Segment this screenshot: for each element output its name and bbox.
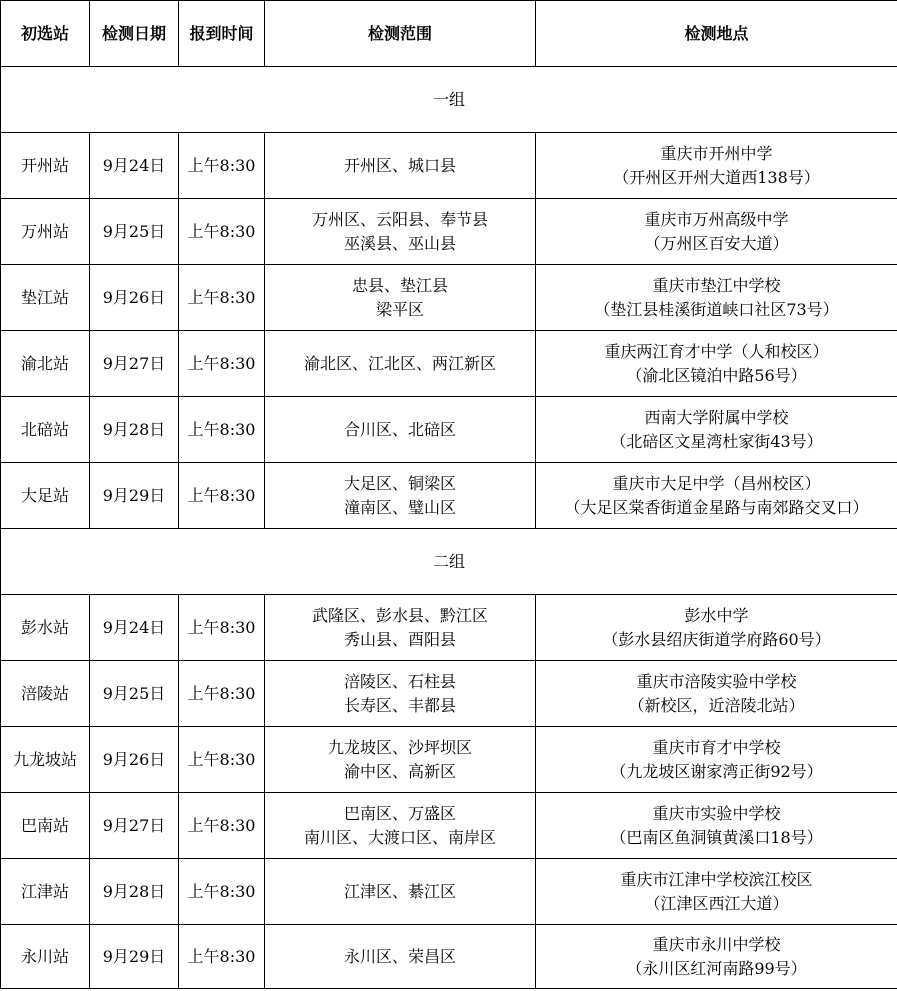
range-cell	[265, 331, 536, 397]
range-cell	[265, 397, 536, 463]
date-cell: 9月29日	[90, 925, 179, 989]
range-cell	[265, 199, 536, 265]
station-cell: 江津站	[1, 859, 90, 925]
header-range: 检测范围	[265, 1, 536, 67]
date-cell: 9月26日	[90, 265, 179, 331]
table-row	[1, 727, 897, 793]
location-line: （万州区百安大道）	[644, 233, 789, 253]
location-line: 重庆市实验中学校	[652, 803, 781, 823]
date-cell: 9月27日	[90, 793, 179, 859]
group-title: 二组	[1, 529, 897, 595]
date-cell: 9月26日	[90, 727, 179, 793]
header-time: 报到时间	[179, 1, 265, 67]
time-cell: 上午8:30	[179, 595, 265, 661]
table-row	[1, 331, 897, 397]
range-line: 南川区、大渡口区、南岸区	[303, 827, 496, 847]
range-cell	[265, 463, 536, 529]
range-line: 大足区、铜梁区	[343, 473, 456, 493]
range-line: 长寿区、丰都县	[343, 695, 456, 715]
date-cell: 9月25日	[90, 661, 179, 727]
date-cell: 9月28日	[90, 859, 179, 925]
location-cell	[536, 397, 897, 463]
station-cell: 涪陵站	[1, 661, 90, 727]
location-cell	[536, 595, 897, 661]
range-line: 巫溪县、巫山县	[343, 233, 456, 253]
location-cell	[536, 199, 897, 265]
station-cell: 永川站	[1, 925, 90, 989]
station-cell: 巴南站	[1, 793, 90, 859]
table-row	[1, 595, 897, 661]
table-body	[1, 67, 897, 989]
time-cell: 上午8:30	[179, 727, 265, 793]
location-line: （九龙坡区谢家湾正街92号）	[610, 761, 823, 781]
location-line: （新校区，近涪陵北站）	[628, 695, 805, 715]
range-cell	[265, 793, 536, 859]
location-line: 重庆市永川中学校	[652, 934, 781, 954]
time-cell: 上午8:30	[179, 331, 265, 397]
location-line: 重庆市大足中学（昌州校区）	[612, 473, 821, 493]
group-row	[1, 67, 897, 133]
location-line: 西南大学附属中学校	[644, 407, 789, 427]
location-line: （江津区西江大道）	[644, 893, 789, 913]
station-cell: 九龙坡站	[1, 727, 90, 793]
header-date: 检测日期	[90, 1, 179, 67]
location-cell	[536, 265, 897, 331]
table-row	[1, 397, 897, 463]
range-line: 秀山县、酉阳县	[343, 629, 456, 649]
range-line: 忠县、垫江县	[351, 275, 448, 295]
date-cell: 9月28日	[90, 397, 179, 463]
time-cell: 上午8:30	[179, 199, 265, 265]
range-line: 涪陵区、石柱县	[343, 671, 456, 691]
location-cell	[536, 859, 897, 925]
header-location: 检测地点	[536, 1, 897, 67]
time-cell: 上午8:30	[179, 463, 265, 529]
range-cell	[265, 661, 536, 727]
range-line: 万州区、云阳县、奉节县	[311, 209, 488, 229]
location-line: 重庆市开州中学	[660, 143, 773, 163]
group-row	[1, 529, 897, 595]
station-cell: 万州站	[1, 199, 90, 265]
location-line: （巴南区鱼洞镇黄溪口18号）	[610, 827, 823, 847]
location-cell	[536, 793, 897, 859]
location-line: 重庆市垫江中学校	[652, 275, 781, 295]
station-cell: 垫江站	[1, 265, 90, 331]
range-line: 永川区、荣昌区	[343, 946, 456, 966]
location-line: （永川区红河南路99号）	[626, 958, 807, 978]
station-cell: 大足站	[1, 463, 90, 529]
location-cell	[536, 133, 897, 199]
location-cell	[536, 463, 897, 529]
location-line: （开州区开州大道西138号）	[613, 167, 820, 187]
table-row	[1, 793, 897, 859]
header-row	[1, 1, 897, 67]
range-line: 九龙坡区、沙坪坝区	[327, 737, 472, 757]
table-row	[1, 199, 897, 265]
range-line: 合川区、北碚区	[343, 419, 456, 439]
location-line: 重庆市育才中学校	[652, 737, 781, 757]
range-cell	[265, 925, 536, 989]
location-cell	[536, 925, 897, 989]
table-row	[1, 859, 897, 925]
table-row	[1, 133, 897, 199]
date-cell: 9月24日	[90, 133, 179, 199]
header-station: 初选站	[1, 1, 90, 67]
range-line: 开州区、城口县	[343, 155, 456, 175]
date-cell: 9月25日	[90, 199, 179, 265]
station-cell: 开州站	[1, 133, 90, 199]
table-row	[1, 661, 897, 727]
location-line: 重庆市江津中学校滨江校区	[620, 869, 813, 889]
location-line: （渝北区镜泊中路56号）	[626, 365, 807, 385]
time-cell: 上午8:30	[179, 397, 265, 463]
location-line: 重庆两江育才中学（人和校区）	[604, 341, 829, 361]
station-cell: 彭水站	[1, 595, 90, 661]
time-cell: 上午8:30	[179, 793, 265, 859]
location-line: 重庆市涪陵实验中学校	[636, 671, 797, 691]
time-cell: 上午8:30	[179, 265, 265, 331]
location-line: 彭水中学	[684, 605, 749, 625]
range-line: 江津区、綦江区	[343, 881, 456, 901]
date-cell: 9月29日	[90, 463, 179, 529]
location-line: （彭水县绍庆街道学府路60号）	[602, 629, 831, 649]
group-title: 一组	[1, 67, 897, 133]
range-line: 武隆区、彭水县、黔江区	[311, 605, 488, 625]
range-cell	[265, 133, 536, 199]
time-cell: 上午8:30	[179, 859, 265, 925]
location-line: （大足区棠香街道金星路与南郊路交叉口）	[564, 497, 869, 517]
table-row	[1, 265, 897, 331]
range-cell	[265, 727, 536, 793]
date-cell: 9月24日	[90, 595, 179, 661]
location-line: 重庆市万州高级中学	[644, 209, 789, 229]
range-cell	[265, 859, 536, 925]
location-cell	[536, 331, 897, 397]
range-line: 渝中区、高新区	[343, 761, 456, 781]
range-cell	[265, 265, 536, 331]
station-cell: 渝北站	[1, 331, 90, 397]
range-cell	[265, 595, 536, 661]
table-row	[1, 463, 897, 529]
range-line: 巴南区、万盛区	[343, 803, 456, 823]
time-cell: 上午8:30	[179, 661, 265, 727]
location-line: （垫江县桂溪街道峡口社区73号）	[594, 299, 839, 319]
location-cell	[536, 661, 897, 727]
range-line: 渝北区、江北区、两江新区	[303, 353, 496, 373]
time-cell: 上午8:30	[179, 133, 265, 199]
table-row	[1, 925, 897, 989]
range-line: 梁平区	[375, 299, 424, 319]
time-cell: 上午8:30	[179, 925, 265, 989]
station-cell: 北碚站	[1, 397, 90, 463]
location-cell	[536, 727, 897, 793]
location-line: （北碚区文星湾杜家街43号）	[610, 431, 823, 451]
range-line: 潼南区、璧山区	[343, 497, 456, 517]
date-cell: 9月27日	[90, 331, 179, 397]
